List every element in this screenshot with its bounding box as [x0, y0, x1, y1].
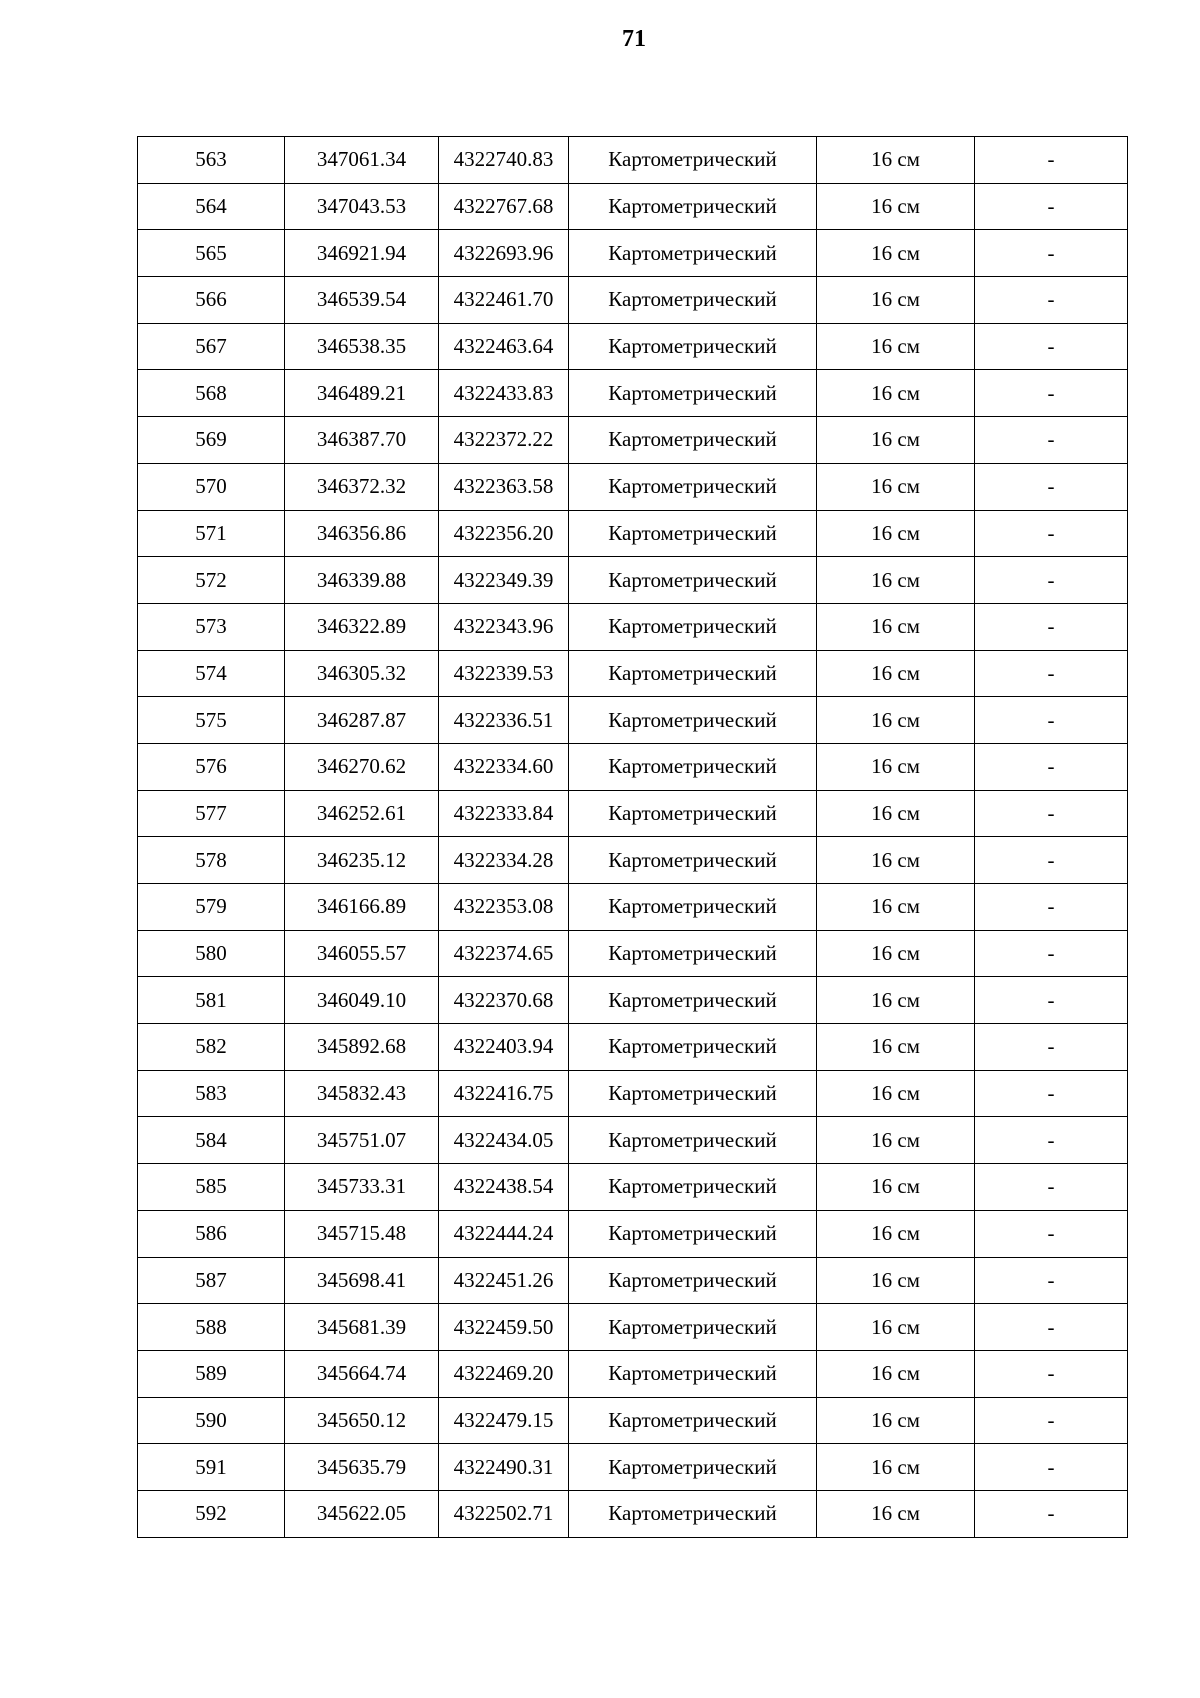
note-cell: -: [975, 370, 1128, 417]
method-cell: Картометрический: [569, 884, 817, 931]
note-cell: -: [975, 277, 1128, 324]
note-cell: -: [975, 1164, 1128, 1211]
method-cell: Картометрический: [569, 1304, 817, 1351]
note-cell: -: [975, 230, 1128, 277]
method-cell: Картометрический: [569, 930, 817, 977]
y-coordinate-cell: 4322343.96: [439, 603, 569, 650]
x-coordinate-cell: 345832.43: [285, 1070, 439, 1117]
method-cell: Картометрический: [569, 977, 817, 1024]
accuracy-cell: 16 см: [817, 1444, 975, 1491]
point-number-cell: 592: [138, 1490, 285, 1537]
point-number-cell: 591: [138, 1444, 285, 1491]
note-cell: -: [975, 1257, 1128, 1304]
x-coordinate-cell: 346538.35: [285, 323, 439, 370]
note-cell: -: [975, 1350, 1128, 1397]
note-cell: -: [975, 183, 1128, 230]
x-coordinate-cell: 345892.68: [285, 1024, 439, 1071]
accuracy-cell: 16 см: [817, 323, 975, 370]
accuracy-cell: 16 см: [817, 930, 975, 977]
table-row: [138, 790, 1128, 837]
method-cell: Картометрический: [569, 510, 817, 557]
accuracy-cell: 16 см: [817, 1257, 975, 1304]
accuracy-cell: 16 см: [817, 1164, 975, 1211]
x-coordinate-cell: 345751.07: [285, 1117, 439, 1164]
accuracy-cell: 16 см: [817, 417, 975, 464]
method-cell: Картометрический: [569, 1024, 817, 1071]
method-cell: Картометрический: [569, 1397, 817, 1444]
note-cell: -: [975, 463, 1128, 510]
note-cell: -: [975, 650, 1128, 697]
x-coordinate-cell: 346055.57: [285, 930, 439, 977]
table-row: [138, 323, 1128, 370]
x-coordinate-cell: 346235.12: [285, 837, 439, 884]
table-row: [138, 1117, 1128, 1164]
x-coordinate-cell: 346322.89: [285, 603, 439, 650]
accuracy-cell: 16 см: [817, 1024, 975, 1071]
point-number-cell: 580: [138, 930, 285, 977]
table-row: [138, 884, 1128, 931]
point-number-cell: 569: [138, 417, 285, 464]
point-number-cell: 589: [138, 1350, 285, 1397]
point-number-cell: 581: [138, 977, 285, 1024]
table-row: [138, 1444, 1128, 1491]
method-cell: Картометрический: [569, 1210, 817, 1257]
table-row: [138, 1070, 1128, 1117]
table-row: [138, 1164, 1128, 1211]
y-coordinate-cell: 4322693.96: [439, 230, 569, 277]
table-row: [138, 603, 1128, 650]
note-cell: -: [975, 790, 1128, 837]
point-number-cell: 587: [138, 1257, 285, 1304]
table-row: [138, 1024, 1128, 1071]
point-number-cell: 574: [138, 650, 285, 697]
table-row: [138, 743, 1128, 790]
table-row: [138, 1304, 1128, 1351]
y-coordinate-cell: 4322767.68: [439, 183, 569, 230]
y-coordinate-cell: 4322461.70: [439, 277, 569, 324]
y-coordinate-cell: 4322416.75: [439, 1070, 569, 1117]
x-coordinate-cell: 345650.12: [285, 1397, 439, 1444]
y-coordinate-cell: 4322353.08: [439, 884, 569, 931]
y-coordinate-cell: 4322349.39: [439, 557, 569, 604]
point-number-cell: 570: [138, 463, 285, 510]
y-coordinate-cell: 4322444.24: [439, 1210, 569, 1257]
note-cell: -: [975, 1444, 1128, 1491]
x-coordinate-cell: 345715.48: [285, 1210, 439, 1257]
point-number-cell: 575: [138, 697, 285, 744]
accuracy-cell: 16 см: [817, 1210, 975, 1257]
point-number-cell: 568: [138, 370, 285, 417]
y-coordinate-cell: 4322370.68: [439, 977, 569, 1024]
method-cell: Картометрический: [569, 1117, 817, 1164]
point-number-cell: 566: [138, 277, 285, 324]
note-cell: -: [975, 137, 1128, 184]
y-coordinate-cell: 4322451.26: [439, 1257, 569, 1304]
table-row: [138, 230, 1128, 277]
y-coordinate-cell: 4322740.83: [439, 137, 569, 184]
accuracy-cell: 16 см: [817, 1117, 975, 1164]
x-coordinate-cell: 346270.62: [285, 743, 439, 790]
note-cell: -: [975, 323, 1128, 370]
accuracy-cell: 16 см: [817, 1397, 975, 1444]
accuracy-cell: 16 см: [817, 603, 975, 650]
x-coordinate-cell: 346287.87: [285, 697, 439, 744]
note-cell: -: [975, 1210, 1128, 1257]
accuracy-cell: 16 см: [817, 370, 975, 417]
x-coordinate-cell: 346372.32: [285, 463, 439, 510]
x-coordinate-cell: 346387.70: [285, 417, 439, 464]
point-number-cell: 572: [138, 557, 285, 604]
accuracy-cell: 16 см: [817, 977, 975, 1024]
note-cell: -: [975, 930, 1128, 977]
x-coordinate-cell: 346252.61: [285, 790, 439, 837]
table-row: [138, 137, 1128, 184]
accuracy-cell: 16 см: [817, 557, 975, 604]
point-number-cell: 590: [138, 1397, 285, 1444]
method-cell: Картометрический: [569, 417, 817, 464]
method-cell: Картометрический: [569, 1164, 817, 1211]
point-number-cell: 563: [138, 137, 285, 184]
y-coordinate-cell: 4322434.05: [439, 1117, 569, 1164]
coordinates-table: [137, 136, 1128, 1538]
note-cell: -: [975, 743, 1128, 790]
note-cell: -: [975, 557, 1128, 604]
page-number: 71: [622, 26, 646, 52]
table-row: [138, 977, 1128, 1024]
method-cell: Картометрический: [569, 1257, 817, 1304]
accuracy-cell: 16 см: [817, 697, 975, 744]
point-number-cell: 579: [138, 884, 285, 931]
table-row: [138, 1210, 1128, 1257]
x-coordinate-cell: 346305.32: [285, 650, 439, 697]
table-row: [138, 463, 1128, 510]
method-cell: Картометрический: [569, 277, 817, 324]
y-coordinate-cell: 4322479.15: [439, 1397, 569, 1444]
accuracy-cell: 16 см: [817, 837, 975, 884]
table-row: [138, 277, 1128, 324]
point-number-cell: 565: [138, 230, 285, 277]
y-coordinate-cell: 4322333.84: [439, 790, 569, 837]
x-coordinate-cell: 347061.34: [285, 137, 439, 184]
point-number-cell: 584: [138, 1117, 285, 1164]
method-cell: Картометрический: [569, 1350, 817, 1397]
y-coordinate-cell: 4322356.20: [439, 510, 569, 557]
table-row: [138, 1490, 1128, 1537]
x-coordinate-cell: 345664.74: [285, 1350, 439, 1397]
point-number-cell: 585: [138, 1164, 285, 1211]
accuracy-cell: 16 см: [817, 183, 975, 230]
x-coordinate-cell: 345733.31: [285, 1164, 439, 1211]
y-coordinate-cell: 4322363.58: [439, 463, 569, 510]
point-number-cell: 586: [138, 1210, 285, 1257]
y-coordinate-cell: 4322502.71: [439, 1490, 569, 1537]
y-coordinate-cell: 4322469.20: [439, 1350, 569, 1397]
y-coordinate-cell: 4322490.31: [439, 1444, 569, 1491]
table-row: [138, 183, 1128, 230]
note-cell: -: [975, 603, 1128, 650]
x-coordinate-cell: 345622.05: [285, 1490, 439, 1537]
point-number-cell: 571: [138, 510, 285, 557]
accuracy-cell: 16 см: [817, 1070, 975, 1117]
method-cell: Картометрический: [569, 1444, 817, 1491]
method-cell: Картометрический: [569, 790, 817, 837]
x-coordinate-cell: 346049.10: [285, 977, 439, 1024]
note-cell: -: [975, 1304, 1128, 1351]
x-coordinate-cell: 346356.86: [285, 510, 439, 557]
y-coordinate-cell: 4322463.64: [439, 323, 569, 370]
table-row: [138, 837, 1128, 884]
method-cell: Картометрический: [569, 463, 817, 510]
x-coordinate-cell: 345681.39: [285, 1304, 439, 1351]
y-coordinate-cell: 4322339.53: [439, 650, 569, 697]
x-coordinate-cell: 346539.54: [285, 277, 439, 324]
y-coordinate-cell: 4322334.28: [439, 837, 569, 884]
method-cell: Картометрический: [569, 650, 817, 697]
accuracy-cell: 16 см: [817, 463, 975, 510]
note-cell: -: [975, 417, 1128, 464]
table-row: [138, 510, 1128, 557]
accuracy-cell: 16 см: [817, 884, 975, 931]
accuracy-cell: 16 см: [817, 1304, 975, 1351]
accuracy-cell: 16 см: [817, 790, 975, 837]
accuracy-cell: 16 см: [817, 650, 975, 697]
table-row: [138, 1257, 1128, 1304]
method-cell: Картометрический: [569, 1490, 817, 1537]
point-number-cell: 588: [138, 1304, 285, 1351]
table-row: [138, 370, 1128, 417]
note-cell: -: [975, 1490, 1128, 1537]
y-coordinate-cell: 4322374.65: [439, 930, 569, 977]
point-number-cell: 578: [138, 837, 285, 884]
method-cell: Картометрический: [569, 323, 817, 370]
note-cell: -: [975, 510, 1128, 557]
y-coordinate-cell: 4322336.51: [439, 697, 569, 744]
x-coordinate-cell: 346166.89: [285, 884, 439, 931]
note-cell: -: [975, 884, 1128, 931]
method-cell: Картометрический: [569, 183, 817, 230]
table-row: [138, 557, 1128, 604]
note-cell: -: [975, 1070, 1128, 1117]
point-number-cell: 576: [138, 743, 285, 790]
method-cell: Картометрический: [569, 557, 817, 604]
point-number-cell: 573: [138, 603, 285, 650]
note-cell: -: [975, 837, 1128, 884]
table-row: [138, 1397, 1128, 1444]
table-row: [138, 930, 1128, 977]
accuracy-cell: 16 см: [817, 137, 975, 184]
table-row: [138, 697, 1128, 744]
note-cell: -: [975, 1117, 1128, 1164]
method-cell: Картометрический: [569, 743, 817, 790]
point-number-cell: 583: [138, 1070, 285, 1117]
y-coordinate-cell: 4322438.54: [439, 1164, 569, 1211]
y-coordinate-cell: 4322334.60: [439, 743, 569, 790]
table-row: [138, 1350, 1128, 1397]
x-coordinate-cell: 346339.88: [285, 557, 439, 604]
method-cell: Картометрический: [569, 230, 817, 277]
point-number-cell: 582: [138, 1024, 285, 1071]
accuracy-cell: 16 см: [817, 1490, 975, 1537]
x-coordinate-cell: 345635.79: [285, 1444, 439, 1491]
note-cell: -: [975, 697, 1128, 744]
point-number-cell: 577: [138, 790, 285, 837]
y-coordinate-cell: 4322372.22: [439, 417, 569, 464]
point-number-cell: 564: [138, 183, 285, 230]
accuracy-cell: 16 см: [817, 230, 975, 277]
accuracy-cell: 16 см: [817, 510, 975, 557]
method-cell: Картометрический: [569, 837, 817, 884]
coordinates-table-body: [138, 137, 1128, 1538]
method-cell: Картометрический: [569, 603, 817, 650]
table-row: [138, 417, 1128, 464]
accuracy-cell: 16 см: [817, 743, 975, 790]
method-cell: Картометрический: [569, 697, 817, 744]
note-cell: -: [975, 1024, 1128, 1071]
point-number-cell: 567: [138, 323, 285, 370]
y-coordinate-cell: 4322433.83: [439, 370, 569, 417]
y-coordinate-cell: 4322459.50: [439, 1304, 569, 1351]
x-coordinate-cell: 347043.53: [285, 183, 439, 230]
x-coordinate-cell: 346489.21: [285, 370, 439, 417]
x-coordinate-cell: 346921.94: [285, 230, 439, 277]
note-cell: -: [975, 1397, 1128, 1444]
accuracy-cell: 16 см: [817, 1350, 975, 1397]
accuracy-cell: 16 см: [817, 277, 975, 324]
y-coordinate-cell: 4322403.94: [439, 1024, 569, 1071]
method-cell: Картометрический: [569, 1070, 817, 1117]
x-coordinate-cell: 345698.41: [285, 1257, 439, 1304]
method-cell: Картометрический: [569, 137, 817, 184]
note-cell: -: [975, 977, 1128, 1024]
method-cell: Картометрический: [569, 370, 817, 417]
table-row: [138, 650, 1128, 697]
